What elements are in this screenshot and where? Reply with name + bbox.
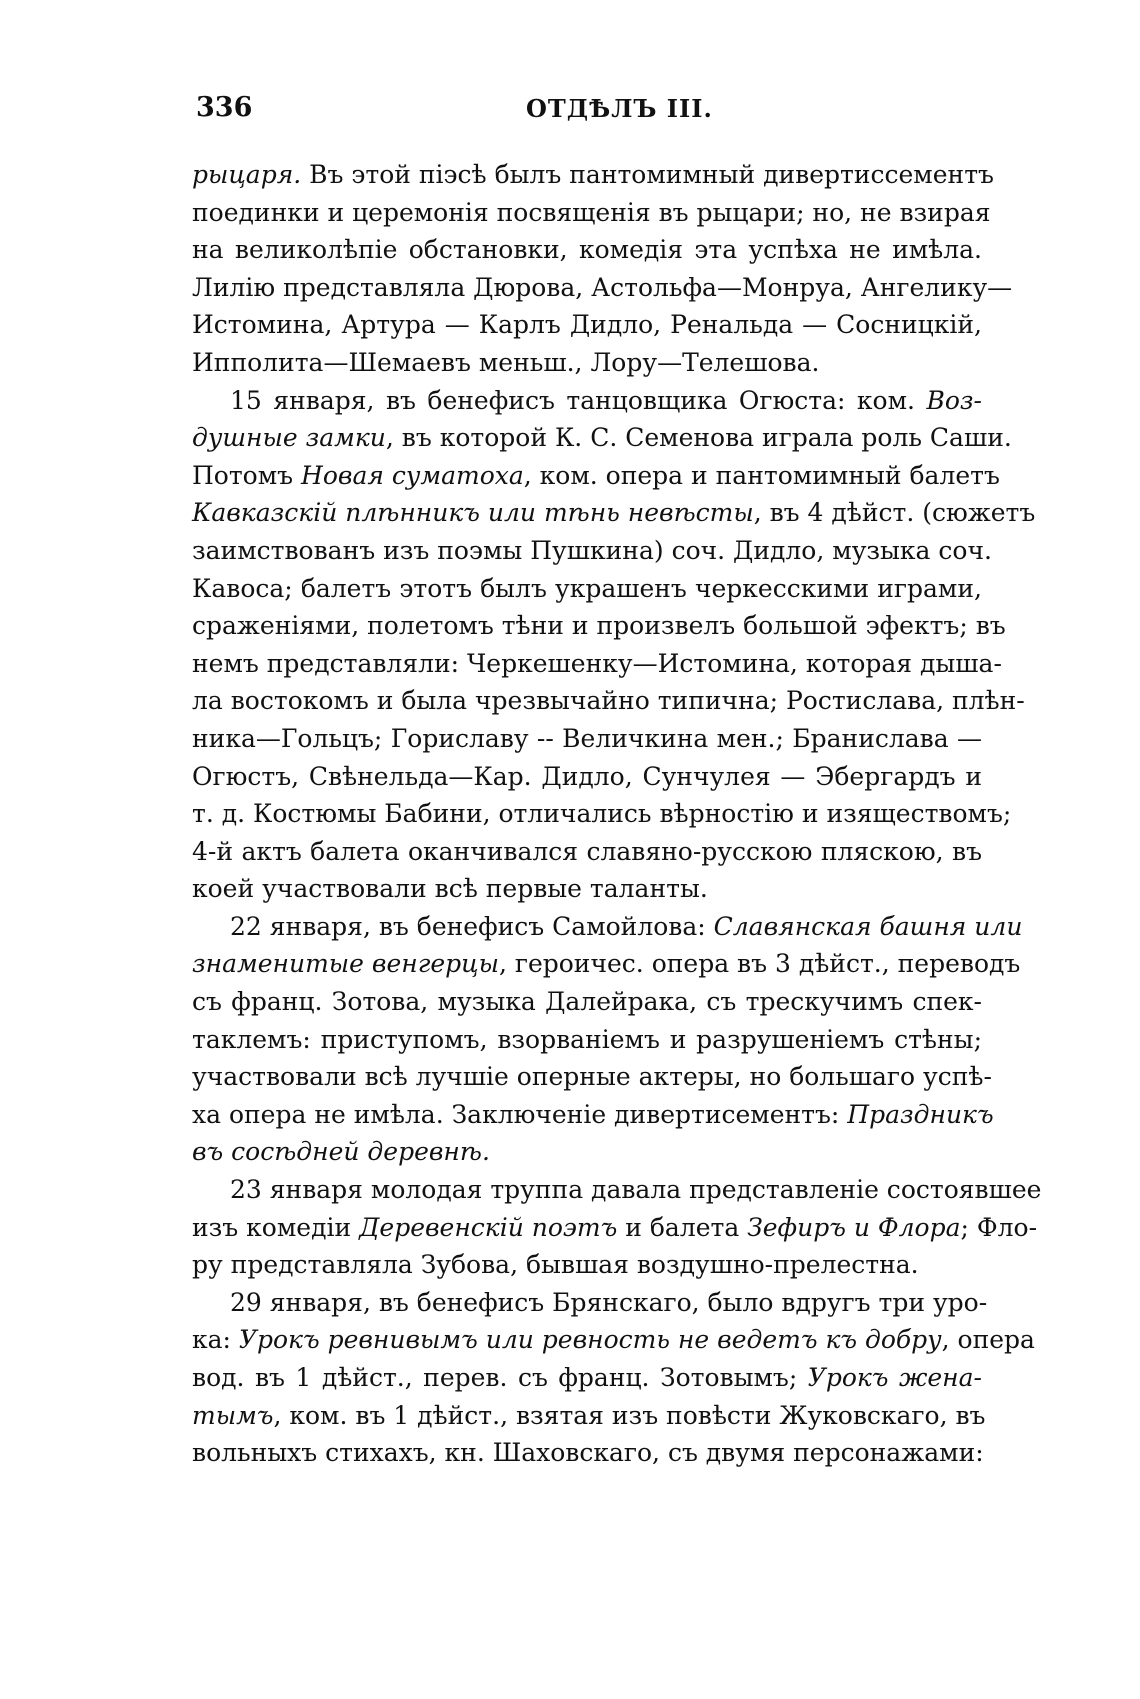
text-line	[192, 1096, 994, 1134]
text-line	[192, 382, 982, 420]
paragraph	[192, 382, 1036, 908]
italic-title: Новая суматоха	[301, 460, 524, 490]
text-line	[192, 532, 992, 570]
text-line	[192, 1021, 982, 1059]
text-run: поединки и церемонія посвященія въ рыцари; но, не взирая	[192, 197, 991, 227]
text-run: ха опера не имѣла. Заключеніе дивертисементъ:	[192, 1099, 848, 1129]
text-run: вольныхъ стихахъ, кн. Шаховскаго, съ двумя персонажами:	[192, 1438, 984, 1468]
page-number: 336	[196, 92, 253, 123]
paragraph	[192, 1171, 1042, 1284]
text-run: изъ комедіи	[192, 1212, 360, 1242]
page-header	[196, 92, 980, 132]
text-line	[192, 494, 1036, 532]
text-run: 15 января, въ бенефисъ танцовщика Огюста: ком.	[230, 385, 927, 415]
text-line	[192, 1321, 1035, 1359]
text-run: , героичес. опера въ 3 дѣйст., переводъ	[498, 949, 1021, 979]
text-line	[192, 645, 1002, 683]
text-run: ника—Гольцъ; Гориславу -- Величкина мен.; Бранислава —	[192, 723, 982, 753]
text-line	[192, 1359, 982, 1397]
text-body	[192, 156, 1042, 1472]
italic-title: Славянская башня или	[713, 911, 1023, 941]
italic-title: Праздникъ	[847, 1099, 994, 1129]
text-run: 22 января, въ бенефисъ Самойлова:	[230, 911, 714, 941]
italic-title: Урокъ ревнивымъ или ревность не ведетъ къ добру	[238, 1325, 942, 1355]
text-run: 4-й актъ балета оканчивался славяно-русскою пляскою, въ	[192, 836, 982, 866]
text-run: таклемъ: приступомъ, взорваніемъ и разрушеніемъ стѣны;	[192, 1024, 982, 1054]
italic-title: Деревенскій поэтъ	[359, 1212, 618, 1242]
text-run: , опера	[941, 1325, 1035, 1355]
text-run: Потомъ	[192, 460, 302, 490]
paragraph	[192, 1284, 1035, 1472]
text-line	[192, 682, 1025, 720]
text-line	[192, 945, 1021, 983]
text-run: ; Фло-	[960, 1212, 1038, 1242]
text-line	[192, 344, 982, 382]
text-line	[192, 908, 1023, 946]
text-line	[192, 269, 1013, 307]
text-run: и балета	[617, 1212, 748, 1242]
text-line	[192, 1397, 986, 1435]
text-line	[192, 419, 1012, 457]
text-line	[192, 1171, 1042, 1209]
text-run: , ком. въ 1 дѣйст., взятая изъ повѣсти Жуковскаго, въ	[273, 1400, 986, 1430]
running-head: ОТДѢЛЪ III.	[526, 94, 713, 123]
italic-title: въ сосѣдней деревнѣ.	[192, 1137, 490, 1167]
text-line	[192, 983, 982, 1021]
italic-title: знаменитые венгерцы	[192, 949, 499, 979]
text-run: Огюстъ, Свѣнельда—Кар. Дидло, Сунчулея — Эбергардъ и	[192, 761, 982, 791]
text-run: Кавоса; балетъ этотъ былъ украшенъ черкесскими играми,	[192, 573, 982, 603]
italic-title: тымъ	[192, 1400, 274, 1430]
italic-title: Зефиръ и Флора	[747, 1212, 961, 1242]
text-run: коей участвовали всѣ первые таланты.	[192, 874, 708, 904]
text-run: ка:	[192, 1325, 239, 1355]
italic-title: Кавказскій плѣнникъ или тѣнь невѣсты	[192, 498, 754, 528]
text-line	[192, 156, 994, 194]
text-line	[192, 1434, 982, 1472]
text-line	[192, 1058, 992, 1096]
text-run: Въ этой піэсѣ былъ пантомимный дивертиссементъ	[301, 160, 994, 189]
text-run: заимствованъ изъ поэмы Пушкина) соч. Дидло, музыка соч.	[192, 535, 992, 565]
text-run: съ франц. Зотова, музыка Далейрака, съ трескучимъ спек-	[192, 987, 982, 1017]
text-run: , ком. опера и пантомимный балетъ	[523, 460, 1000, 490]
text-line	[192, 833, 982, 871]
text-run: 23 января молодая труппа давала представленіе состоявшее	[230, 1175, 1042, 1205]
text-line	[192, 795, 1012, 833]
text-run: сраженіями, полетомъ тѣни и произвелъ большой эфектъ; въ	[192, 611, 1006, 641]
paragraph	[192, 156, 1013, 382]
text-line	[192, 457, 1000, 495]
text-line	[192, 570, 982, 608]
text-line	[192, 194, 991, 232]
text-run: немъ представляли: Черкешенку—Истомина, которая дыша-	[192, 648, 1002, 678]
text-line	[192, 870, 982, 908]
text-line	[192, 1284, 988, 1322]
italic-title: Воз-	[926, 385, 982, 415]
text-run: на великолѣпіе обстановки, комедія эта успѣха не имѣла.	[192, 235, 982, 265]
italic-title: рыцаря.	[192, 160, 302, 189]
text-run: т. д. Костюмы Бабини, отличались вѣрностію и изяществомъ;	[192, 799, 1012, 829]
text-line	[192, 306, 982, 344]
text-run: , въ которой К. С. Семенова играла роль Саши.	[385, 423, 1012, 453]
text-run: ру представляла Зубова, бывшая воздушно-прелестна.	[192, 1250, 919, 1280]
text-line	[192, 720, 982, 758]
text-run: вод. въ 1 дѣйст., перев. съ франц. Зотовымъ;	[192, 1363, 808, 1392]
text-line	[192, 607, 1006, 645]
text-line	[192, 1246, 982, 1284]
paragraph	[192, 908, 1023, 1171]
text-run: Ипполита—Шемаевъ меньш., Лору—Телешова.	[192, 347, 820, 377]
italic-title: Урокъ жена-	[807, 1363, 982, 1392]
text-run: , въ 4 дѣйст. (сюжетъ	[753, 498, 1036, 528]
italic-title: душные замки	[192, 423, 386, 453]
text-line	[192, 1209, 1038, 1247]
text-line	[192, 758, 982, 796]
text-run: Истомина, Артура — Карлъ Дидло, Ренальда — Сосницкій,	[192, 310, 982, 340]
text-line	[192, 231, 982, 269]
text-run: участвовали всѣ лучшіе оперные актеры, но большаго успѣ-	[192, 1062, 992, 1092]
text-run: Лилію представляла Дюрова, Астольфа—Монруа, Ангелику—	[192, 272, 1013, 302]
text-run: ла востокомъ и была чрезвычайно типична; Ростислава, плѣн-	[192, 686, 1025, 716]
text-run: 29 января, въ бенефисъ Брянскаго, было вдругъ три уро-	[230, 1287, 988, 1317]
text-line	[192, 1133, 982, 1171]
